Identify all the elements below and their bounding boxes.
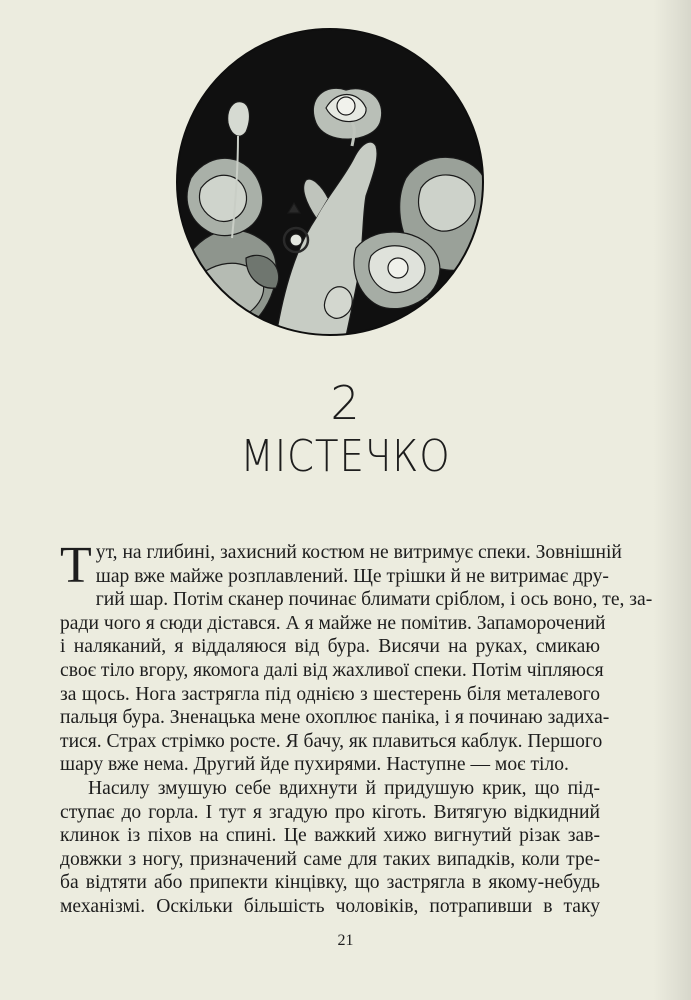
text-line: шару вже нема. Другий йде пухирями. Наступне — моє тіло. [60, 754, 569, 776]
text-line: ба відтяти або припекти кінцівку, що застрягла в якому-небудь [60, 872, 600, 894]
text-line: і наляканий, я віддаляюся від бура. Висячи на руках, смикаю [60, 636, 600, 658]
text-line: довжки з ногу, призначений саме для таких випадків, коли тре- [60, 848, 600, 870]
text-line: шар вже майже розплавлений. Ще трішки й не витримає дру- [95, 565, 609, 587]
text-line: пальця бура. Зненацька мене охоплює паніка, і я починаю задиха- [60, 707, 610, 729]
drop-cap: Т [60, 537, 92, 594]
text-line: ут, на глибині, захисний костюм не витримує спеки. Зовнішній [95, 542, 622, 563]
text-line: клинок із піхов на спині. Це важкий хижо вигнутий різак зав- [60, 825, 600, 847]
text-line: ступає до горла. І тут я згадую про кіготь. Витягую відкидний [60, 801, 600, 823]
text-line: своє тіло вгору, якомога далі від жахливої спеки. Потім чіпляюся [60, 659, 604, 681]
page-bleed-shadow [653, 0, 691, 1000]
chapter-body [60, 537, 653, 919]
page-number: 21 [337, 932, 354, 949]
text-line: механізмі. Оскільки більшість чоловіків, потрапивши в таку [60, 895, 600, 917]
text-line: за щось. Нога застрягла під однією з шестерень біля металевого [60, 683, 600, 705]
text-line: гий шар. Потім сканер починає блимати сріблом, і ось воно, те, за- [95, 589, 653, 611]
flower-hand-illustration-icon [176, 28, 484, 336]
chapter-number: 2 [330, 376, 361, 430]
text-line: Насилу змушую себе вдихнути й придушую крик, що під- [88, 777, 600, 799]
text-line: тися. Страх стрімко росте. Я бачу, як плавиться каблук. Першого [60, 730, 603, 752]
chapter-title: МІСТЕЧКО [240, 431, 451, 482]
text-line: ради чого я сюди дістався. А я майже не помітив. Запаморочений [60, 612, 606, 634]
